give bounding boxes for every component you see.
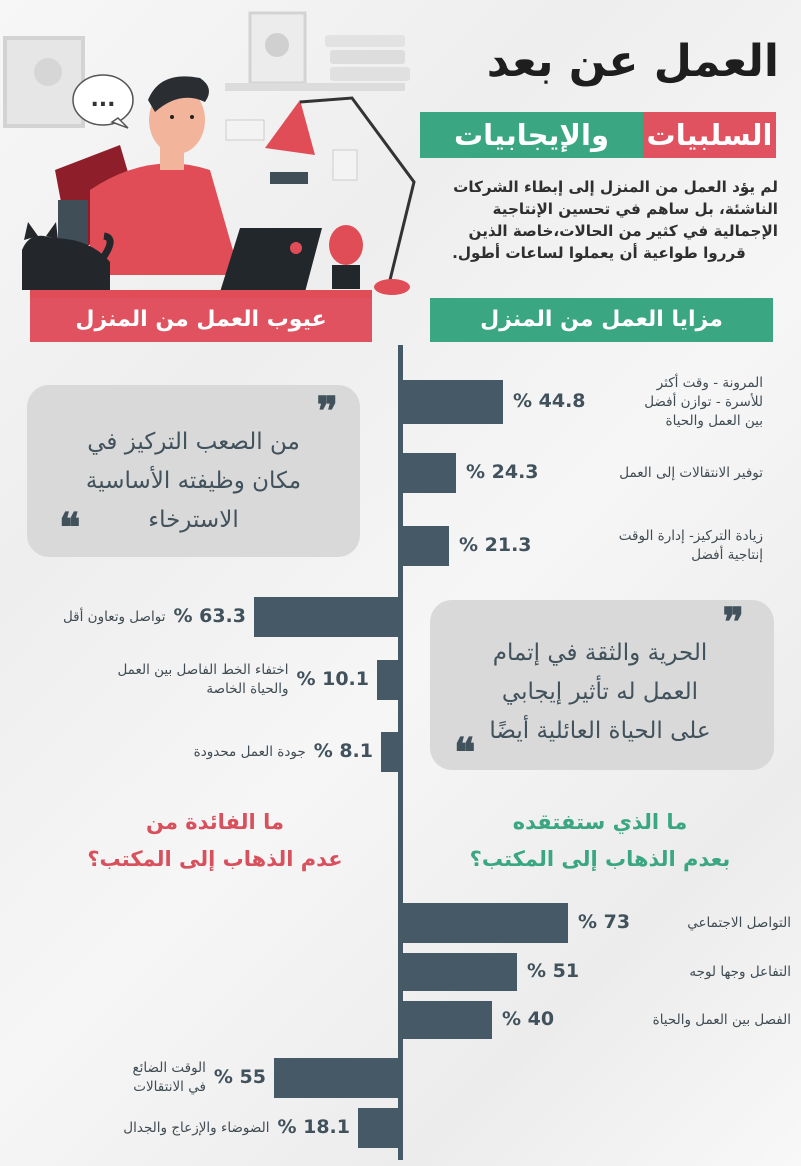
bar-category-label — [117, 661, 288, 699]
bar — [400, 953, 517, 991]
bar — [400, 1001, 492, 1039]
quote-open-icon: ❞ — [316, 388, 338, 435]
category-line: تواصل وتعاون أقل — [62, 608, 166, 625]
portrait-left-icon — [34, 58, 62, 86]
advantage-quote-box — [430, 599, 774, 776]
subtitle-positives-badge — [420, 112, 643, 158]
bar — [400, 526, 449, 566]
wall-shelf — [225, 83, 405, 91]
bar-category-label — [619, 527, 763, 565]
bar-value-label: % 10.1 — [296, 668, 369, 690]
bar-value-label: % 44.8 — [513, 390, 586, 412]
wall-tag — [270, 172, 308, 184]
quote-line: العمل له تأثير إيجابي — [501, 679, 699, 705]
question-line: عدم الذهاب إلى المكتب؟ — [87, 847, 343, 871]
bar-value-label: % 40 — [502, 1008, 555, 1030]
bar-category-label — [194, 743, 306, 762]
sticky-note-1 — [226, 120, 264, 140]
question-what-you-lose — [430, 804, 770, 878]
bar — [274, 1058, 400, 1098]
bar-category-label — [687, 914, 791, 933]
bar — [254, 597, 400, 637]
subtitle-positives: والإيجابيات — [454, 118, 609, 152]
speech-bubble-tail — [112, 118, 128, 128]
intro-line: لم يؤد العمل من المنزل إلى إبطاء الشركات — [453, 178, 778, 196]
quote-line: مكان وظيفته الأساسية — [85, 468, 302, 494]
bar-value-label: % 63.3 — [173, 605, 246, 627]
eye-right — [190, 115, 194, 119]
category-line: في الانتقالات — [133, 1079, 206, 1095]
quote-close-icon: ❝ — [454, 729, 476, 776]
category-line: للأسرة - توازن أفضل — [644, 393, 763, 410]
quote-line: من الصعب التركيز في — [87, 429, 300, 455]
speech-bubble-text: ... — [90, 87, 116, 112]
page-title: العمل عن بعد — [486, 36, 779, 87]
intro-paragraph — [420, 176, 778, 264]
quote-line: الاسترخاء — [148, 507, 239, 533]
bar-category-label — [653, 1011, 791, 1030]
intro-line: قرروا طواعية أن يعملوا لساعات أطول. — [452, 244, 746, 262]
bar-value-label: % 55 — [213, 1066, 266, 1088]
disadvantages-heading: عيوب العمل من المنزل — [30, 298, 372, 342]
question-line: ما الذي ستفتقده — [512, 810, 688, 834]
advantage-quote-text — [440, 634, 760, 751]
category-line: المرونة - وقت أكثر — [656, 374, 763, 391]
subtitle-negatives-badge — [643, 112, 776, 158]
category-line: والحياة الخاصة — [206, 681, 289, 697]
cactus-pot — [332, 265, 360, 289]
category-line: بين العمل والحياة — [665, 412, 763, 429]
laptop-logo — [290, 242, 302, 254]
bar-category-label — [689, 963, 791, 982]
bar-value-label: % 8.1 — [313, 740, 373, 762]
bar-value-label: % 21.3 — [459, 534, 532, 556]
category-line: الوقت الضائع — [132, 1060, 206, 1076]
bar — [377, 660, 400, 700]
bar-category-label — [644, 374, 763, 431]
bar-category-label — [123, 1119, 269, 1138]
bar-category-label — [63, 608, 166, 627]
bar-category-label — [132, 1059, 205, 1097]
disadvantage-quote-text — [47, 423, 340, 540]
bar — [358, 1108, 400, 1148]
disadvantage-quote-box — [27, 385, 360, 557]
bar-category-label — [619, 464, 763, 483]
person-shirt — [90, 163, 240, 275]
question-line: ما الفائدة من — [146, 810, 284, 834]
bar-value-label: % 73 — [578, 911, 631, 933]
category-line: التفاعل وجها لوجه — [689, 963, 791, 980]
laptop-icon — [220, 228, 322, 292]
quote-line: الحرية والثقة في إتمام — [492, 640, 708, 666]
cactus-icon — [329, 225, 363, 265]
bar-value-label: % 24.3 — [466, 461, 539, 483]
quote-open-icon: ❞ — [722, 599, 744, 646]
advantages-heading: مزايا العمل من المنزل — [430, 298, 773, 342]
bar — [400, 380, 503, 424]
category-line: جودة العمل محدودة — [193, 743, 306, 760]
category-line: توفير الانتقالات إلى العمل — [619, 464, 763, 481]
intro-line: الناشئة، بل ساهم في تحسين الإنتاجية — [492, 200, 778, 218]
bar — [400, 903, 568, 943]
bar — [400, 453, 456, 493]
category-line: الفصل بين العمل والحياة — [652, 1011, 791, 1028]
desk-lamp-shade — [265, 100, 315, 155]
quote-close-icon: ❝ — [59, 504, 81, 551]
bar — [381, 732, 400, 772]
category-line: اختفاء الخط الفاصل بين العمل — [117, 662, 289, 678]
question-line: بعدم الذهاب إلى المكتب؟ — [469, 847, 731, 871]
category-line: زيادة التركيز- إدارة الوقت — [618, 528, 763, 544]
remote-worker-illustration — [0, 0, 430, 300]
desk-lamp-base — [374, 279, 410, 295]
subtitle-negatives: السلبيات — [646, 118, 773, 152]
portrait-right-icon — [265, 33, 289, 57]
category-line: التواصل الاجتماعي — [687, 914, 791, 931]
bar-value-label: % 18.1 — [277, 1116, 350, 1138]
bar-value-label: % 51 — [527, 960, 580, 982]
intro-line: الإجمالية في كثير من الحالات،خاصة الذين — [468, 222, 778, 240]
category-line: الضوضاء والإزعاج والجدال — [123, 1119, 270, 1136]
category-line: إنتاجية أفضل — [691, 547, 763, 563]
eye-left — [170, 115, 174, 119]
sticky-note-2 — [333, 150, 357, 180]
question-benefit — [50, 804, 380, 878]
quote-line: على الحياة العائلية أيضًا — [489, 718, 711, 744]
